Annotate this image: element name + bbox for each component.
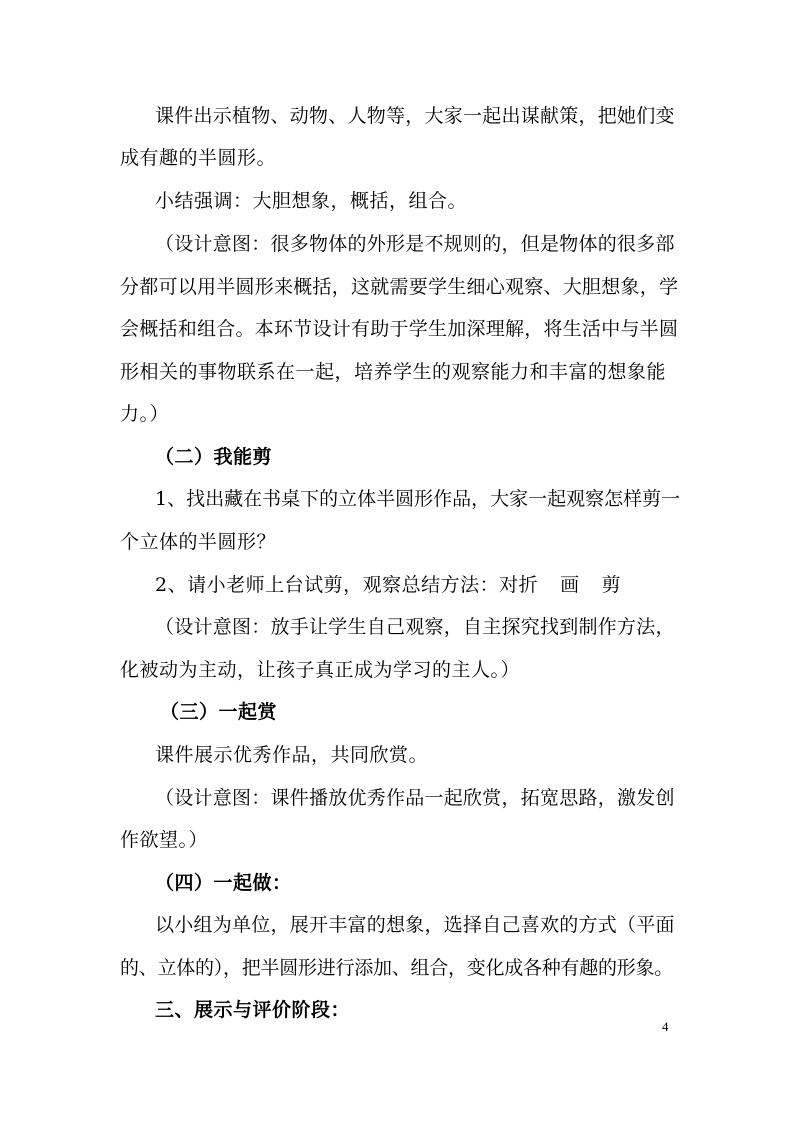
paragraph-line: 化被动为主动，让孩子真正成为学习的主人。）	[120, 659, 521, 681]
section-heading: （四）一起做：	[155, 872, 292, 894]
paragraph-line	[155, 573, 621, 597]
method-step-text: 2、请小老师上台试剪，观察总结方法：对折	[155, 574, 539, 596]
page-number: 4	[662, 1019, 669, 1034]
paragraph-line: 小结强调：大胆想象，概括，组合。	[155, 190, 468, 212]
paragraph-line: 作欲望。）	[120, 829, 209, 851]
section-heading: （三）一起赏	[160, 701, 278, 723]
paragraph-line: （设计意图：课件播放优秀作品一起欣赏，拓宽思路，激发创	[155, 787, 675, 809]
paragraph-line: 力。）	[120, 403, 170, 425]
method-step-draw: 画	[560, 574, 580, 596]
paragraph-line: 课件展示优秀作品，共同欣赏。	[155, 744, 429, 766]
paragraph-line: 课件出示植物、动物、人物等，大家一起出谋献策，把她们变	[155, 105, 675, 127]
paragraph-line: 的、立体的），把半圆形进行添加、组合，变化成各种有趣的形象。	[120, 957, 674, 979]
paragraph-line: 会概括和组合。本环节设计有助于学生加深理解，将生活中与半圆	[120, 318, 679, 340]
paragraph-line: 成有趣的半圆形。	[120, 147, 277, 169]
paragraph-line: （设计意图：很多物体的外形是不规则的，但是物体的很多部	[155, 233, 675, 255]
paragraph-line: 分都可以用半圆形来概括，这就需要学生细心观察、大胆想象，学	[120, 276, 679, 298]
paragraph-line: 形相关的事物联系在一起，培养学生的观察能力和丰富的想象能	[120, 361, 667, 383]
section-heading: 三、展示与评价阶段：	[155, 999, 351, 1021]
section-heading: （二）我能剪	[155, 446, 273, 468]
paragraph-line: 以小组为单位，展开丰富的想象，选择自己喜欢的方式（平面	[155, 914, 675, 936]
paragraph-line: 1、找出藏在书桌下的立体半圆形作品，大家一起观察怎样剪一	[155, 488, 681, 510]
paragraph-line: （设计意图：放手让学生自己观察，自主探究找到制作方法，	[155, 616, 675, 638]
method-step-cut: 剪	[601, 574, 622, 596]
paragraph-line: 个立体的半圆形？	[120, 531, 277, 553]
